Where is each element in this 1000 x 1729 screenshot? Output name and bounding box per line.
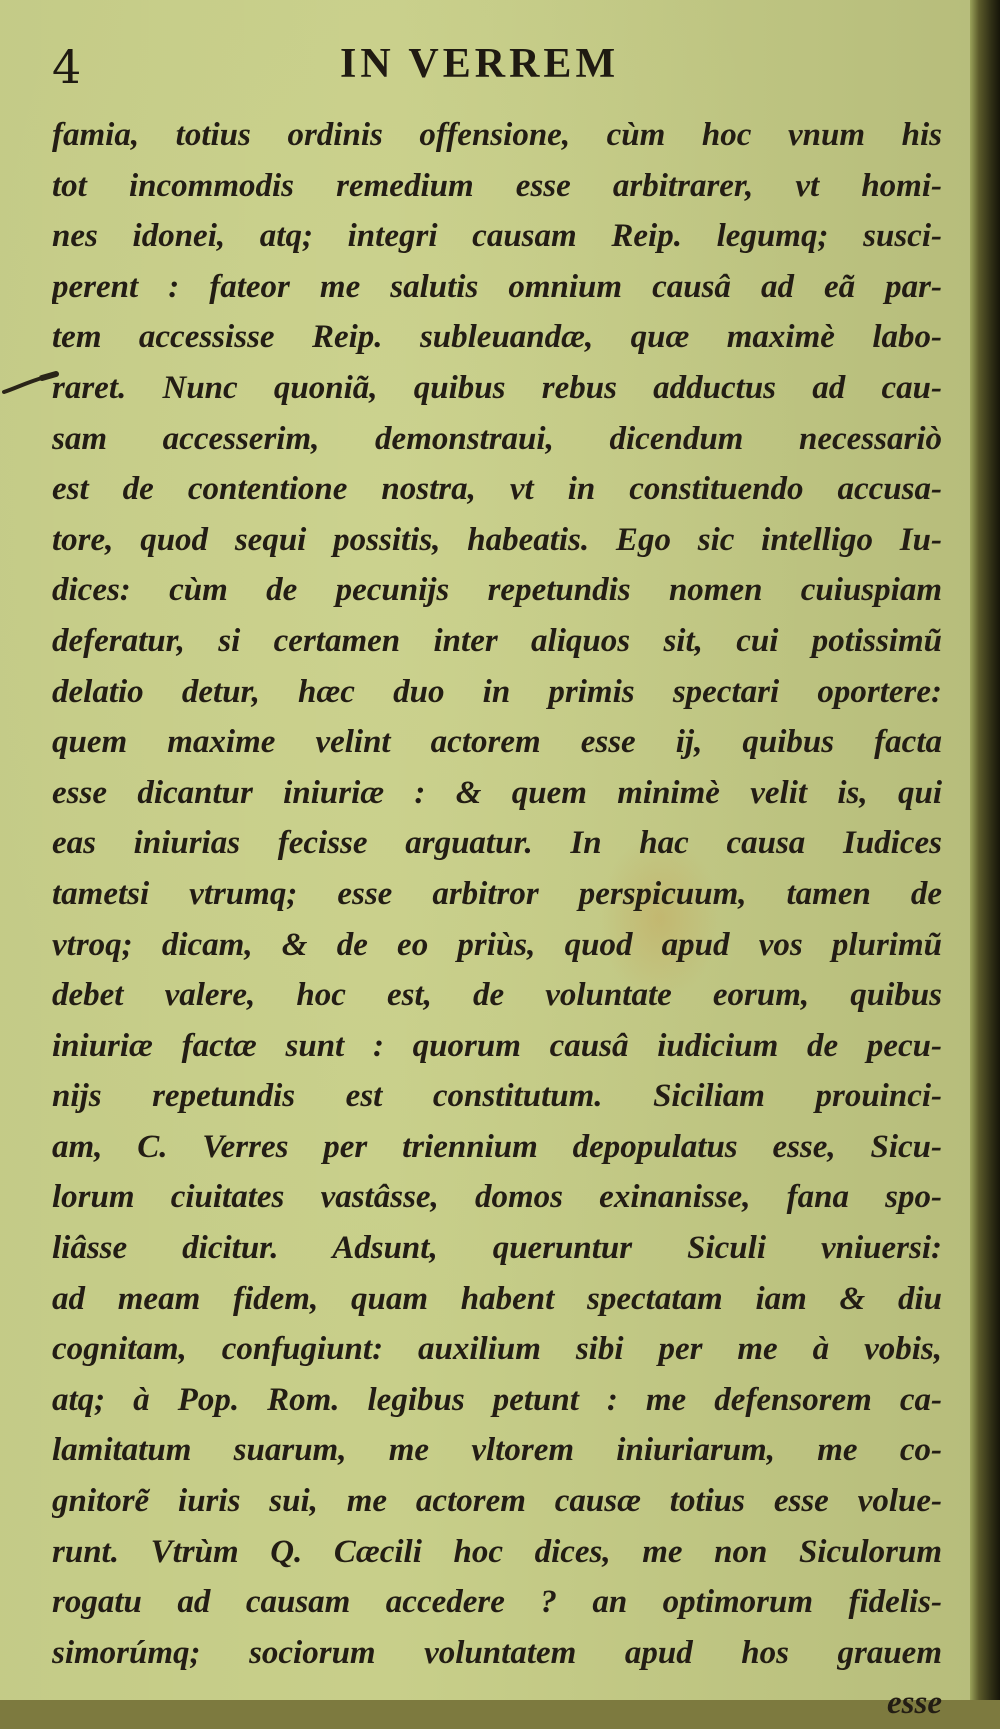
text-line: nijs repetundis est constitutum. Siciliam prouinci-	[52, 1078, 942, 1115]
text-line: tot incommodis remedium esse arbitrarer, vt homi-	[52, 167, 942, 204]
text-line: delatio detur, hæc duo in primis spectari oportere:	[52, 673, 942, 710]
text-line: ad meam fidem, quam habent spectatam iam & diu	[52, 1280, 942, 1317]
text-line: iniuriæ factæ sunt : quorum causâ iudicium de pecu-	[52, 1027, 942, 1064]
text-line: est de contentione nostra, vt in constituendo accusa-	[52, 471, 942, 508]
text-line: raret. Nunc quoniã, quibus rebus adductus ad cau-	[52, 369, 942, 406]
text-line: tem accessisse Reip. subleuandæ, quæ maximè labo-	[52, 319, 942, 356]
text-line: perent : fateor me salutis omnium causâ ad eã par-	[52, 268, 942, 305]
text-line: tore, quod sequi possitis, habeatis. Ego sic intelligo Iu-	[52, 521, 942, 558]
text-line: nes idonei, atq; integri causam Reip. legumq; susci-	[52, 218, 942, 255]
book-gutter-edge	[970, 0, 1000, 1700]
text-line: lamitatum suarum, me vltorem iniuriarum, me co-	[52, 1432, 942, 1469]
text-line: runt. Vtrùm Q. Cæcili hoc dices, me non Siculorum	[52, 1533, 942, 1570]
text-line: cognitam, confugiunt: auxilium sibi per me à vobis,	[52, 1331, 942, 1368]
body-text	[52, 110, 942, 1729]
text-line: vtroq; dicam, & de eo priùs, quod apud vos plurimũ	[52, 926, 942, 963]
text-line: eas iniurias fecisse arguatur. In hac causa Iudices	[52, 825, 942, 862]
catchword: esse	[887, 1685, 942, 1722]
text-line: deferatur, si certamen inter aliquos sit, cui potissimũ	[52, 622, 942, 659]
text-line: atq; à Pop. Rom. legibus petunt : me defensorem ca-	[52, 1381, 942, 1418]
text-line: gnitorẽ iuris sui, me actorem causæ totius esse volue-	[52, 1483, 942, 1520]
page-number: 4	[52, 40, 82, 94]
text-line: quem maxime velint actorem esse ij, quibus facta	[52, 724, 942, 761]
text-line: simorúmq; sociorum voluntatem apud hos grauem	[52, 1634, 942, 1671]
text-line: lorum ciuitates vastâsse, domos exinanisse, fana spo-	[52, 1179, 942, 1216]
text-line: liâsse dicitur. Adsunt, queruntur Siculi vniuersi:	[52, 1230, 942, 1267]
text-line: sam accesserim, demonstraui, dicendum necessariò	[52, 420, 942, 457]
text-line: am, C. Verres per triennium depopulatus esse, Sicu-	[52, 1128, 942, 1165]
running-title: IN VERREM	[340, 41, 620, 87]
text-line: debet valere, hoc est, de voluntate eorum, quibus	[52, 977, 942, 1014]
text-line: dices: cùm de pecunijs repetundis nomen cuiuspiam	[52, 572, 942, 609]
text-line: tametsi vtrumq; esse arbitror perspicuum, tamen de	[52, 875, 942, 912]
text-line: esse dicantur iniuriæ : & quem minimè velit is, qui	[52, 774, 942, 811]
text-line: famia, totius ordinis offensione, cùm hoc vnum his	[52, 117, 942, 153]
text-line: rogatu ad causam accedere ? an optimorum fidelis-	[52, 1584, 942, 1621]
